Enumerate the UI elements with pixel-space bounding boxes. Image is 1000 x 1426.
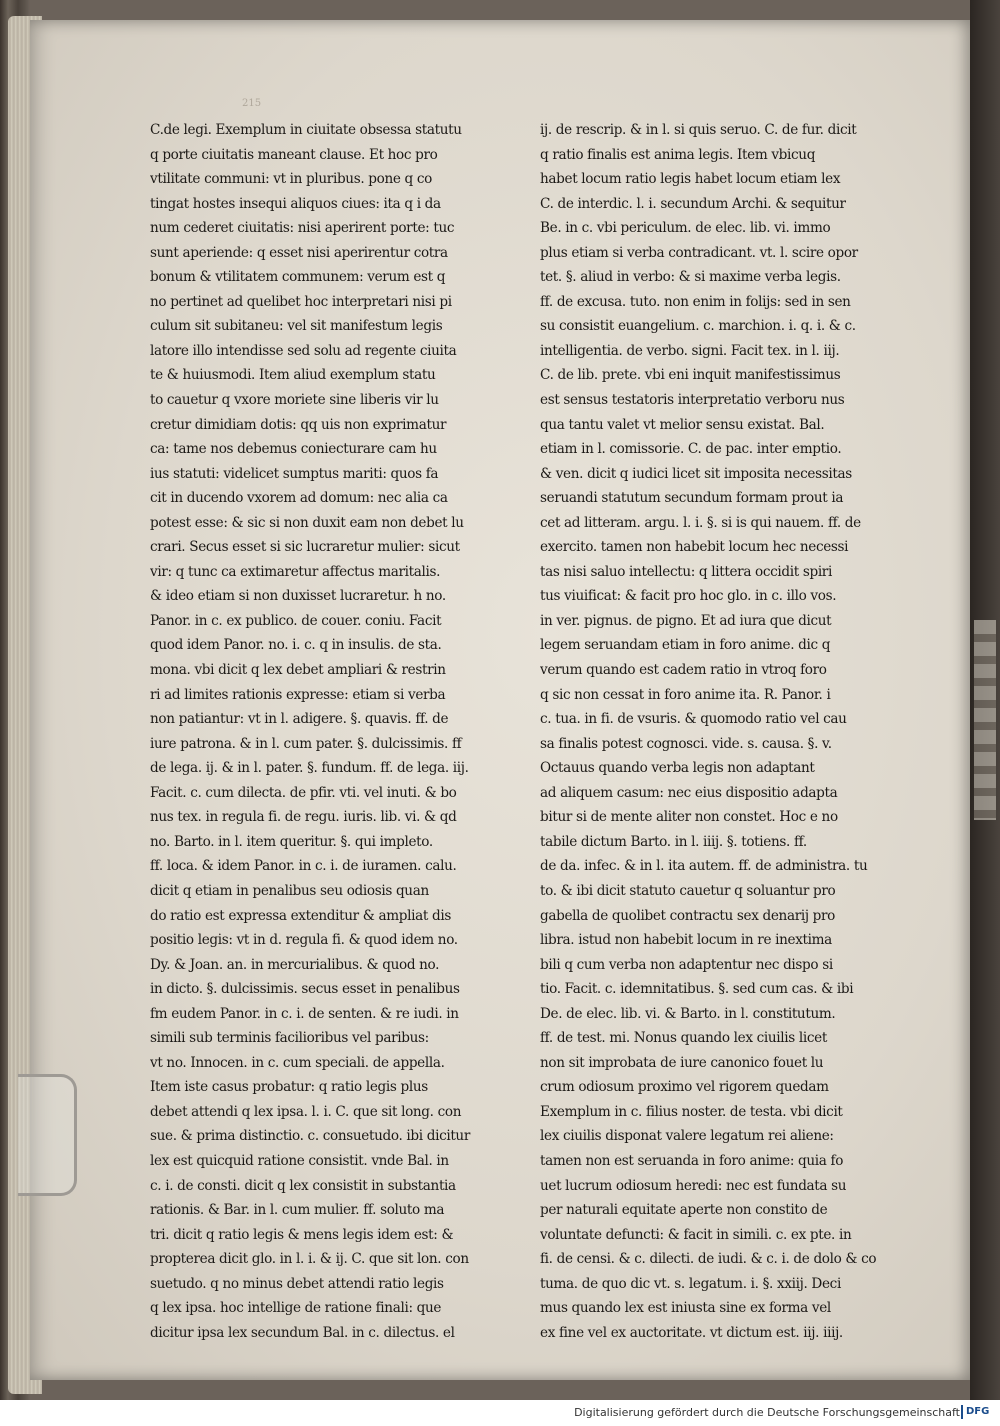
text-line: rationis. & Bar. in l. cum mulier. ff. soluto ma [150, 1202, 445, 1219]
text-line: ius statuti: videlicet sumptus mariti: quos fa [150, 465, 439, 482]
text-line: tet. §. aliud in verbo: & si maxime verba legis. [540, 269, 841, 286]
text-line: De. de elec. lib. vi. & Barto. in l. constitutum. [540, 1005, 836, 1022]
text-line: tabile dictum Barto. in l. iiij. §. totiens. ff. [540, 833, 807, 850]
text-line: & ven. dicit q iudici licet sit imposita necessitas [540, 465, 852, 482]
text-line: c. tua. in fi. de vsuris. & quomodo ratio vel cau [540, 711, 847, 728]
text-line: vt no. Innocen. in c. cum speciali. de appella. [150, 1054, 445, 1071]
text-line: tri. dicit q ratio legis & mens legis idem est: & [150, 1226, 454, 1243]
text-line: est sensus testatoris interpretatio verboru nus [540, 392, 845, 409]
text-line: q ratio finalis est anima legis. Item vbicuq [540, 146, 816, 163]
text-line: debet attendi q lex ipsa. l. i. C. que sit long. con [150, 1103, 462, 1120]
facing-page-edge [970, 0, 1000, 1400]
text-line: q lex ipsa. hoc intellige de ratione finali: que [150, 1300, 442, 1317]
text-line: per naturali equitate aperte non constito de [540, 1202, 828, 1219]
text-line: legem seruandam etiam in foro anime. dic q [540, 637, 831, 654]
text-line: potest esse: & sic si non duxit eam non debet lu [150, 514, 464, 531]
text-line: ca: tame nos debemus coniecturare cam hu [150, 441, 437, 458]
text-line: uet lucrum odiosum heredi: nec est fundata su [540, 1177, 847, 1194]
text-line: ex fine vel ex auctoritate. vt dictum est. iij. iiij. [540, 1324, 843, 1341]
text-line: dicit q etiam in penalibus seu odiosis quan [150, 882, 429, 899]
text-line: bonum & vtilitatem communem: verum est q [150, 269, 446, 286]
text-line: ff. de excusa. tuto. non enim in folijs: sed in sen [540, 293, 851, 310]
text-line: bitur si de mente aliter non constet. Hoc e no [540, 809, 838, 826]
text-line: tamen non est seruanda in foro anime: quia fo [540, 1152, 844, 1169]
text-line: latore illo intendisse sed solu ad regente ciuita [150, 342, 457, 359]
text-line: voluntate defuncti: & facit in simili. c. ex pte. in [540, 1226, 852, 1243]
text-line: ad aliquem casum: nec eius dispositio adapta [540, 784, 838, 801]
text-line: etiam in l. comissorie. C. de pac. inter emptio. [540, 441, 842, 458]
text-line: te & huiusmodi. Item aliud exemplum statu [150, 367, 436, 384]
text-line: Facit. c. cum dilecta. de pfir. vti. vel inuti. & bo [150, 784, 457, 801]
text-line: libra. istud non habebit locum in re inextima [540, 932, 832, 949]
text-line: ff. de test. mi. Nonus quando lex ciuilis licet [540, 1030, 827, 1047]
text-line: sue. & prima distinctio. c. consuetudo. ibi dicitur [150, 1128, 470, 1145]
text-line: verum quando est cadem ratio in vtroq foro [540, 662, 827, 679]
funding-notice: Digitalisierung gefördert durch die Deutsche Forschungsgemeinschaft [574, 1406, 960, 1419]
text-line: Octauus quando verba legis non adaptant [540, 760, 815, 777]
text-line: tus viuificat: & facit pro hoc glo. in c. illo vos. [540, 588, 837, 605]
text-line: plus etiam si verba contradicant. vt. l. scire opor [540, 244, 858, 261]
text-line: qua tantu valet vt melior sensu existat. Bal. [540, 416, 825, 433]
text-line: suetudo. q no minus debet attendi ratio legis [150, 1275, 444, 1292]
text-line: gabella de quolibet contractu sex denarij pro [540, 907, 836, 924]
text-line: Be. in c. vbi periculum. de elec. lib. vi. immo [540, 220, 831, 237]
text-line: de lega. ij. & in l. pater. §. fundum. ff. de lega. iij. [150, 760, 469, 777]
text-line: ri ad limites rationis expresse: etiam si verba [150, 686, 446, 703]
text-line: habet locum ratio legis habet locum etiam lex [540, 171, 841, 188]
text-line: iure patrona. & in l. cum pater. §. dulcissimis. ff [150, 735, 462, 752]
text-line: Dy. & Joan. an. in mercurialibus. & quod no. [150, 956, 440, 973]
text-line: fm eudem Panor. in c. i. de senten. & re iudi. in [150, 1005, 459, 1022]
text-line: crari. Secus esset si sic lucraretur mulier: sicut [150, 539, 460, 556]
text-line: non patiantur: vt in l. adigere. §. quavis. ff. de [150, 711, 449, 728]
text-line: do ratio est expressa extenditur & ampliat dis [150, 907, 451, 924]
text-line: C. de lib. prete. vbi eni inquit manifestissimus [540, 367, 841, 384]
text-line: no. Barto. in l. item queritur. §. qui impleto. [150, 833, 433, 850]
text-line: ff. loca. & idem Panor. in c. i. de iuramen. calu. [150, 858, 457, 875]
text-line: to. & ibi dicit statuto cauetur q soluantur pro [540, 882, 836, 899]
text-line: simili sub terminis facilioribus vel paribus: [150, 1030, 429, 1047]
text-line: lex est quicquid ratione consistit. vnde Bal. in [150, 1152, 449, 1169]
facing-page-text-fragments [974, 620, 996, 820]
text-line: tas nisi saluo intellectu: q littera occidit spiri [540, 563, 832, 580]
text-line: de da. infec. & in l. ita autem. ff. de administra. tu [540, 858, 868, 875]
text-line: positio legis: vt in d. regula fi. & quod idem no. [150, 932, 458, 949]
text-line: crum odiosum proximo vel rigorem quedam [540, 1079, 829, 1096]
text-line: & ideo etiam si non duxisset lucraretur. h no. [150, 588, 446, 605]
text-line: mona. vbi dicit q lex debet ampliari & restrin [150, 662, 446, 679]
text-line: vir: q tunc ca extimaretur affectus maritalis. [150, 563, 441, 580]
text-line: cit in ducendo vxorem ad domum: nec alia ca [150, 490, 448, 507]
text-line: nus tex. in regula fi. de regu. iuris. lib. vi. & qd [150, 809, 457, 826]
text-line: culum sit subitaneu: vel sit manifestum legis [150, 318, 443, 335]
text-line: exercito. tamen non habebit locum hec necessi [540, 539, 849, 556]
text-line: ij. de rescrip. & in l. si quis seruo. C. de fur. dicit [540, 122, 857, 138]
text-line: dicitur ipsa lex secundum Bal. in c. dilectus. el [150, 1324, 455, 1341]
text-line: cet ad litteram. argu. l. i. §. si is qui nauem. ff. de [540, 514, 861, 531]
text-line: fi. de censi. & c. dilecti. de iudi. & c. i. de dolo & co [540, 1251, 877, 1268]
text-line: to cauetur q vxore moriete sine liberis vir lu [150, 392, 439, 409]
dfg-logo: DFG [961, 1405, 994, 1419]
text-line: sunt aperiende: q esset nisi aperirentur cotra [150, 244, 448, 261]
text-line: sa finalis potest cognosci. vide. s. causa. §. v. [540, 735, 832, 752]
text-line: Item iste casus probatur: q ratio legis plus [150, 1079, 428, 1096]
text-line: tingat hostes insequi aliquos ciues: ita q i da [150, 195, 441, 212]
text-line: su consistit euangelium. c. marchion. i. q. i. & c. [540, 318, 856, 335]
text-line: c. i. de consti. dicit q lex consistit in substantia [150, 1177, 456, 1194]
text-line: mus quando lex est iniusta sine ex forma vel [540, 1300, 831, 1317]
text-line: in dicto. §. dulcissimis. secus esset in penalibus [150, 981, 460, 998]
text-line: lex ciuilis disponat valere legatum rei aliene: [540, 1128, 834, 1145]
digitization-footer [0, 1400, 1000, 1426]
text-line: Panor. in c. ex publico. de couer. coniu. Facit [150, 612, 442, 629]
text-line: vtilitate communi: vt in pluribus. pone q co [150, 171, 432, 188]
binding-clip [18, 1074, 77, 1196]
text-line: q sic non cessat in foro anime ita. R. Panor. i [540, 686, 831, 703]
folio-mark: 215 [242, 98, 262, 109]
text-line: q porte ciuitatis maneant clause. Et hoc pro [150, 146, 438, 163]
text-line: seruandi statutum secundum formam prout ia [540, 490, 844, 507]
text-line: C.de legi. Exemplum in ciuitate obsessa statutu [150, 122, 462, 138]
text-line: Exemplum in c. filius noster. de testa. vbi dicit [540, 1103, 843, 1120]
text-column-right [540, 118, 912, 1345]
text-line: num cederet ciuitatis: nisi aperirent porte: tuc [150, 220, 455, 237]
text-column-left [150, 118, 518, 1345]
text-line: tio. Facit. c. idemnitatibus. §. sed cum cas. & ibi [540, 981, 854, 998]
text-line: cretur dimidiam dotis: qq uis non exprimatur [150, 416, 447, 433]
text-line: bili q cum verba non adaptentur nec dispo si [540, 956, 833, 973]
text-line: non sit improbata de iure canonico fouet lu [540, 1054, 824, 1071]
text-line: no pertinet ad quelibet hoc interpretari nisi pi [150, 293, 452, 310]
text-line: intelligentia. de verbo. signi. Facit tex. in l. iij. [540, 342, 840, 359]
text-line: propterea dicit glo. in l. i. & ij. C. que sit lon. con [150, 1251, 469, 1268]
text-line: C. de interdic. l. i. secundum Archi. & sequitur [540, 195, 846, 212]
text-line: tuma. de quo dic vt. s. legatum. i. §. xxiij. Deci [540, 1275, 841, 1292]
text-line: quod idem Panor. no. i. c. q in insulis. de sta. [150, 637, 442, 654]
text-line: in ver. pignus. de pigno. Et ad iura que dicut [540, 612, 832, 629]
